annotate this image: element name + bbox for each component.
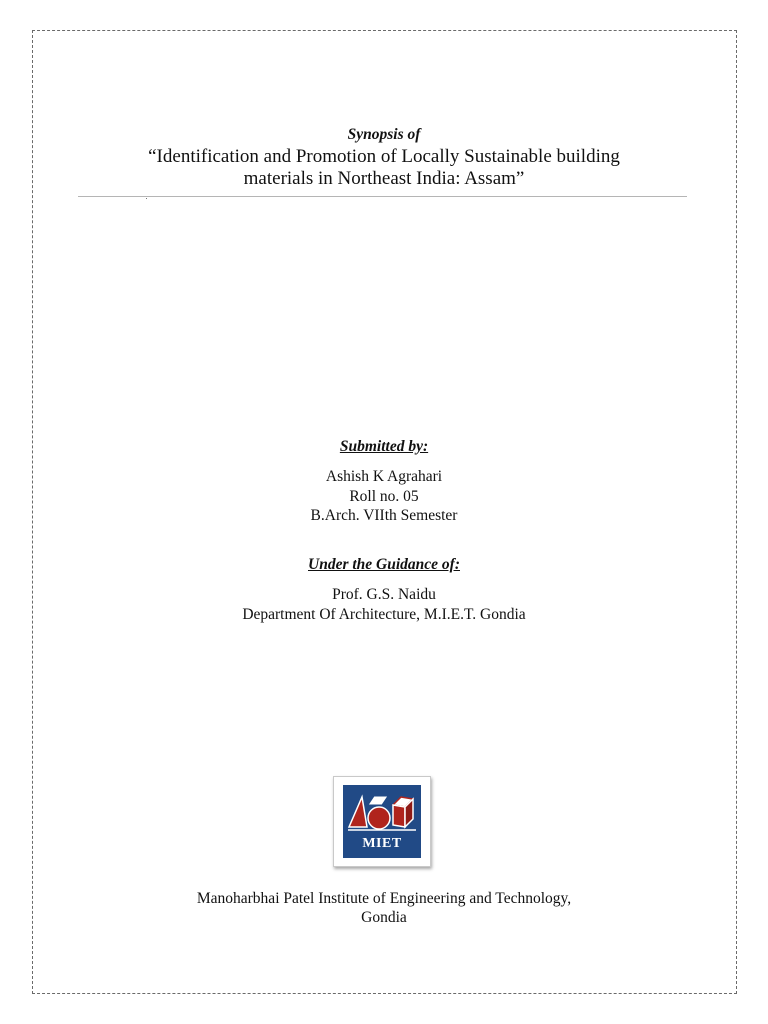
submitter-semester: B.Arch. VIIth Semester — [310, 507, 458, 524]
synopsis-label: Synopsis of — [347, 126, 421, 143]
guide-department: Department Of Architecture, M.I.E.T. Gondia — [242, 605, 526, 623]
logo-text: MIET — [362, 836, 402, 851]
institute-logo — [333, 776, 431, 867]
document-title-line: “Identification and Promotion of Locally Sustainable building — [148, 146, 620, 167]
guide-name: Prof. G.S. Naidu — [332, 586, 436, 603]
document-title — [0, 146, 768, 190]
stray-mark — [146, 198, 147, 199]
guide-details — [0, 585, 768, 624]
logo-emblem — [343, 785, 421, 858]
institute-name-line: Manoharbhai Patel Institute of Engineering and Technology, — [196, 890, 572, 907]
submitter-name: Ashish K Agrahari — [325, 468, 443, 485]
submitter-details — [0, 467, 768, 526]
institute-city-line: Gondia — [361, 909, 407, 926]
submitted-by-heading: Submitted by: — [339, 438, 429, 455]
submitter-roll-number: Roll no. 05 — [349, 487, 419, 505]
institute-name — [0, 889, 768, 927]
guidance-heading: Under the Guidance of: — [308, 556, 460, 573]
document-title-line: materials in Northeast India: Assam” — [243, 168, 525, 189]
title-divider — [78, 196, 687, 197]
